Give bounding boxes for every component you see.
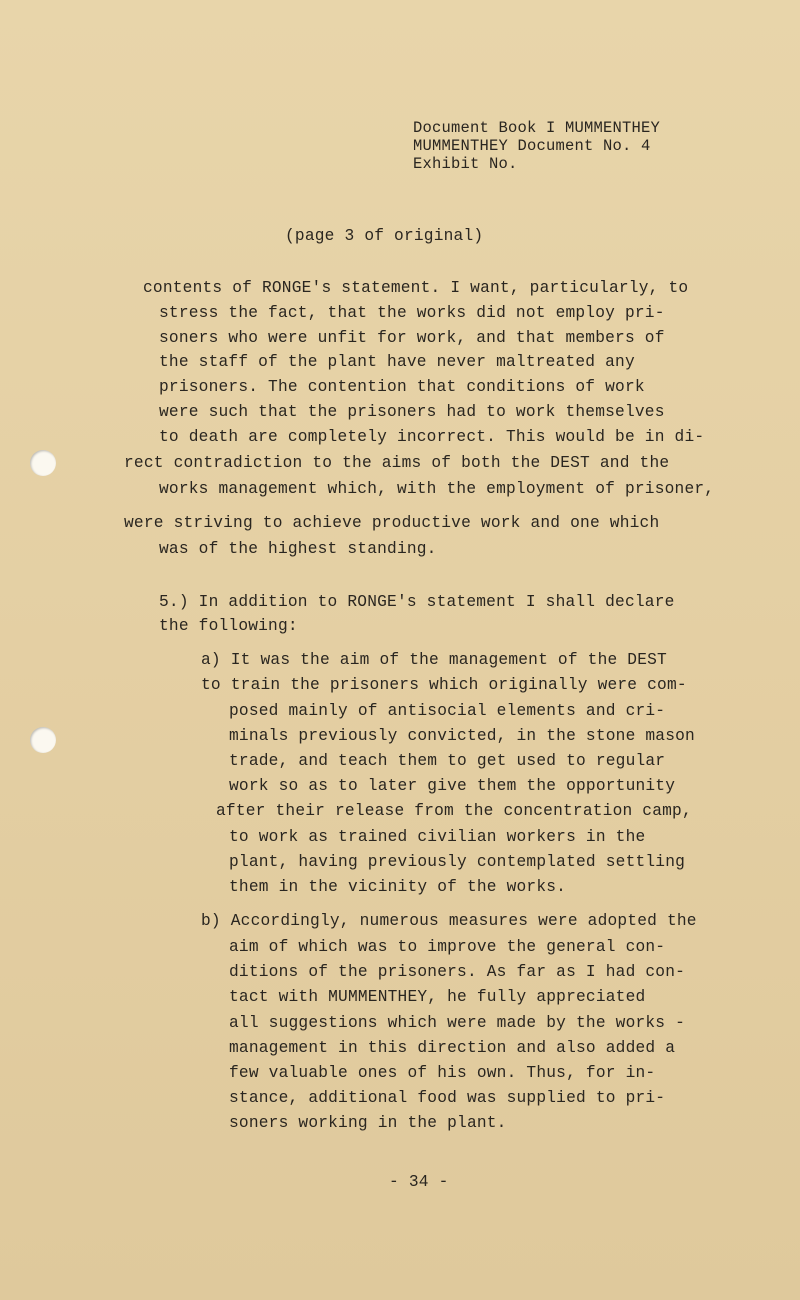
item-a-line: plant, having previously contemplated settling (229, 853, 686, 871)
item-b-line: b) Accordingly, numerous measures were adopted the (201, 912, 697, 930)
item-b-line: tact with MUMMENTHEY, he fully appreciated (229, 988, 646, 1006)
item-a-line: them in the vicinity of the works. (229, 878, 567, 896)
page-number: - 34 - (389, 1173, 449, 1191)
header-line-1: Document Book I MUMMENTHEY (413, 119, 661, 137)
header-line-3: Exhibit No. (413, 155, 518, 173)
page-reference: (page 3 of original) (285, 227, 484, 245)
section-5-line: the following: (159, 617, 298, 635)
item-b-line: soners working in the plant. (229, 1114, 507, 1132)
body-line: works management which, with the employment of prisoner, (159, 480, 715, 498)
body-line: were striving to achieve productive work and one which (124, 514, 660, 532)
body-line: was of the highest standing. (159, 540, 437, 558)
item-a-line: work so as to later give them the opportunity (229, 777, 676, 795)
item-a-line: minals previously convicted, in the stone mason (229, 727, 695, 745)
item-a-line: to work as trained civilian workers in the (229, 828, 646, 846)
header-line-2: MUMMENTHEY Document No. 4 (413, 137, 651, 155)
punch-hole (30, 450, 56, 476)
body-line: the staff of the plant have never maltreated any (159, 353, 635, 371)
body-line: prisoners. The contention that conditions of work (159, 378, 645, 396)
item-a-line: to train the prisoners which originally were com- (201, 676, 687, 694)
item-b-line: ditions of the prisoners. As far as I had con- (229, 963, 686, 981)
body-line: rect contradiction to the aims of both the DEST and the (124, 454, 670, 472)
item-b-line: aim of which was to improve the general con- (229, 938, 666, 956)
punch-hole (30, 727, 56, 753)
body-line: stress the fact, that the works did not employ pri- (159, 304, 665, 322)
body-line: were such that the prisoners had to work themselves (159, 403, 665, 421)
body-line: soners who were unfit for work, and that members of (159, 329, 665, 347)
item-a-line: posed mainly of antisocial elements and cri- (229, 702, 666, 720)
section-5-line: 5.) In addition to RONGE's statement I shall declare (159, 593, 675, 611)
item-b-line: all suggestions which were made by the works - (229, 1014, 686, 1032)
item-a-line: after their release from the concentration camp, (216, 802, 692, 820)
body-line: contents of RONGE's statement. I want, particularly, to (143, 279, 689, 297)
item-a-line: trade, and teach them to get used to regular (229, 752, 666, 770)
item-b-line: few valuable ones of his own. Thus, for in- (229, 1064, 656, 1082)
item-b-line: stance, additional food was supplied to pri- (229, 1089, 666, 1107)
body-line: to death are completely incorrect. This would be in di- (159, 428, 705, 446)
item-a-line: a) It was the aim of the management of the DEST (201, 651, 667, 669)
item-b-line: management in this direction and also added a (229, 1039, 676, 1057)
